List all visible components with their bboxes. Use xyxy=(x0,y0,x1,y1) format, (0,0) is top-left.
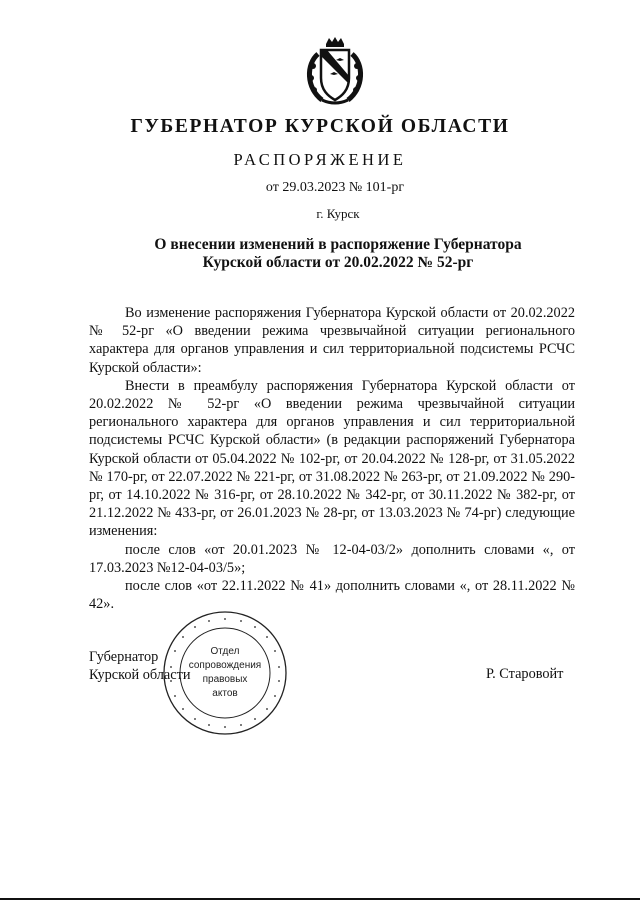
page-bottom-edge xyxy=(0,898,640,900)
body-paragraph: после слов «от 22.11.2022 № 41» дополнить словами «, от 28.11.2022 № 42». xyxy=(89,578,575,613)
signatory-position-line-1: Губернатор xyxy=(89,649,159,665)
stamp-line: правовых xyxy=(202,674,248,685)
signatory-position-line-2: Курской области xyxy=(89,667,191,683)
stamp-line: Отдел xyxy=(210,646,240,657)
signatory-name: Р. Старовойт xyxy=(486,666,564,682)
document-place: г. Курск xyxy=(316,206,360,221)
body-paragraph: Во изменение распоряжения Губернатора Курской области от 20.02.2022 № 52-рг «О введении режима чрезвычайной ситуации регионального характера для органов управления и сил территориальной подсистемы РСЧС Курской области»: xyxy=(89,305,575,376)
organization-title: ГУБЕРНАТОР КУРСКОЙ ОБЛАСТИ xyxy=(130,116,510,137)
document-body xyxy=(89,304,575,613)
body-paragraph: после слов «от 20.01.2023 № 12-04-03/2» дополнить словами «, от 17.03.2023 №12-04-03/5»; xyxy=(89,541,575,576)
subject-line-2: Курской области от 20.02.2022 № 52-рг xyxy=(202,254,474,271)
stamp-line: сопровождения xyxy=(188,660,262,671)
document-subject xyxy=(0,236,640,272)
document-type: РАСПОРЯЖЕНИЕ xyxy=(233,150,407,169)
body-paragraph: Внести в преамбулу распоряжения Губернатора Курской области от 20.02.2022 № 52-рг «О введении режима чрезвычайной ситуации регионального характера для органов управления и сил территориальной подсистемы РСЧС Курской области» (в редакции распоряжений Губернатора Курской области от 05.04.2022 № 102-рг, от 20.04.2022 № 128-рг, от 31.05.2022 № 170-рг, от 22.07.2022 № 221-рг, от 31.08.2022 № 263-рг, от 21.09.2022 № 290-рг, от 14.10.2022 № 316-рг, от 28.10.2022 № 342-рг, от 30.11.2022 № 382-рг, от 21.12.2022 № 433-рг, от 26.01.2023 № 28-рг, от 13.03.2023 № 74-рг) следующие изменения: xyxy=(89,377,575,540)
signatory-position xyxy=(89,648,191,684)
coat-of-arms-icon xyxy=(300,36,370,108)
stamp-line: актов xyxy=(212,688,238,699)
subject-line-1: О внесении изменений в распоряжение Губернатора xyxy=(154,236,522,253)
document-date-number: от 29.03.2023 № 101-рг xyxy=(265,180,405,195)
